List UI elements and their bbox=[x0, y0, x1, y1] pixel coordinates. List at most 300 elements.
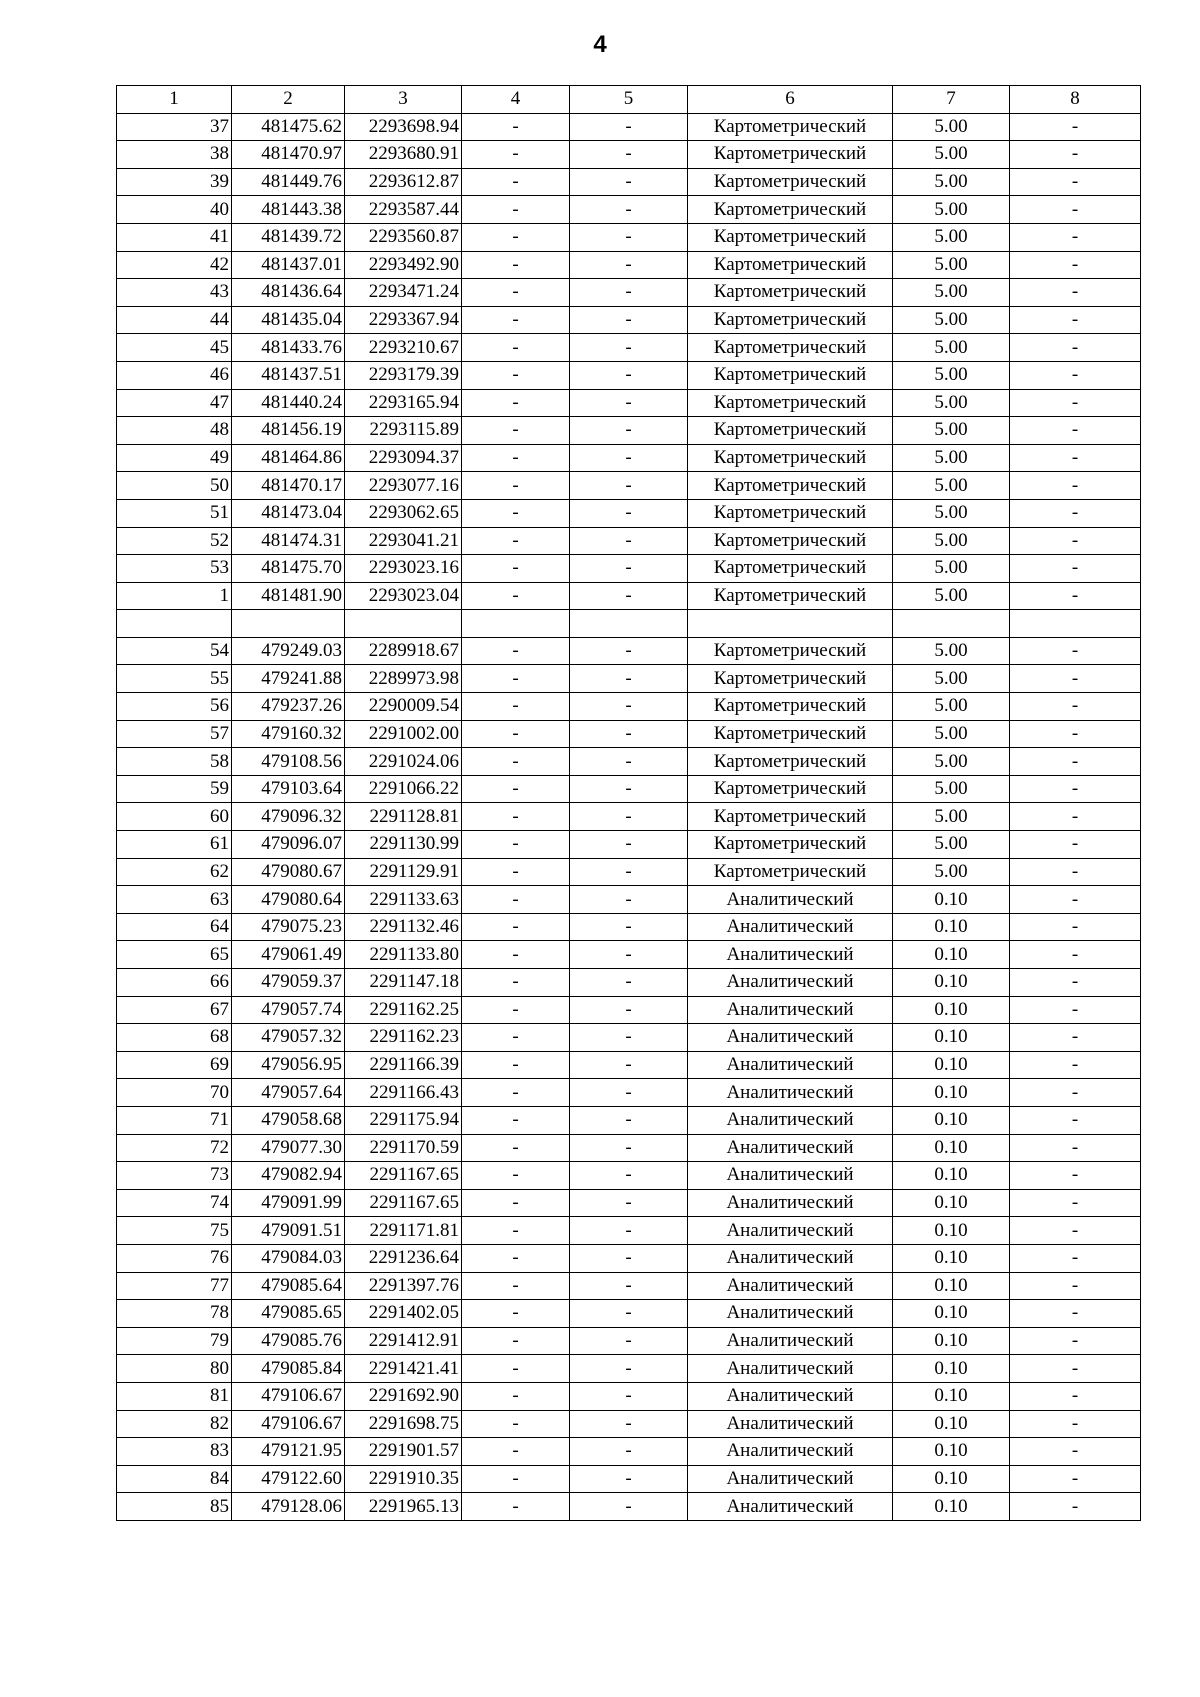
table-row bbox=[117, 1438, 1141, 1466]
table-row bbox=[117, 141, 1141, 169]
method-cell: Аналитический bbox=[688, 1024, 893, 1052]
col8-cell: - bbox=[1010, 1162, 1141, 1190]
table-row bbox=[117, 1327, 1141, 1355]
y-coordinate-cell: 2291692.90 bbox=[345, 1382, 462, 1410]
accuracy-cell: 5.00 bbox=[893, 582, 1010, 610]
method-cell: Аналитический bbox=[688, 1217, 893, 1245]
point-number-cell: 47 bbox=[117, 389, 232, 417]
y-coordinate-cell: 2291171.81 bbox=[345, 1217, 462, 1245]
col5-cell: - bbox=[570, 1079, 688, 1107]
col8-cell: - bbox=[1010, 803, 1141, 831]
table-row bbox=[117, 886, 1141, 914]
point-number-cell: 51 bbox=[117, 499, 232, 527]
col4-cell: - bbox=[462, 1465, 570, 1493]
col8-cell: - bbox=[1010, 251, 1141, 279]
accuracy-cell: 0.10 bbox=[893, 1244, 1010, 1272]
method-cell: Картометрический bbox=[688, 858, 893, 886]
col4-cell: - bbox=[462, 831, 570, 859]
col4-cell: - bbox=[462, 1300, 570, 1328]
method-cell: Картометрический bbox=[688, 637, 893, 665]
point-number-cell bbox=[117, 610, 232, 638]
accuracy-cell: 0.10 bbox=[893, 941, 1010, 969]
accuracy-cell: 5.00 bbox=[893, 720, 1010, 748]
col5-cell: - bbox=[570, 1162, 688, 1190]
col4-cell bbox=[462, 610, 570, 638]
y-coordinate-cell: 2293680.91 bbox=[345, 141, 462, 169]
table-row bbox=[117, 1410, 1141, 1438]
col4-cell: - bbox=[462, 748, 570, 776]
col4-cell: - bbox=[462, 1382, 570, 1410]
point-number-cell: 37 bbox=[117, 113, 232, 141]
x-coordinate-cell: 479121.95 bbox=[232, 1438, 345, 1466]
col4-cell: - bbox=[462, 1438, 570, 1466]
col5-cell: - bbox=[570, 1410, 688, 1438]
x-coordinate-cell: 479237.26 bbox=[232, 693, 345, 721]
col8-cell: - bbox=[1010, 361, 1141, 389]
accuracy-cell: 5.00 bbox=[893, 499, 1010, 527]
x-coordinate-cell: 479082.94 bbox=[232, 1162, 345, 1190]
col8-cell: - bbox=[1010, 1217, 1141, 1245]
accuracy-cell: 0.10 bbox=[893, 969, 1010, 997]
point-number-cell: 68 bbox=[117, 1024, 232, 1052]
point-number-cell: 71 bbox=[117, 1106, 232, 1134]
point-number-cell: 40 bbox=[117, 196, 232, 224]
table-row bbox=[117, 858, 1141, 886]
col5-cell: - bbox=[570, 361, 688, 389]
col5-cell: - bbox=[570, 279, 688, 307]
accuracy-cell: 0.10 bbox=[893, 1438, 1010, 1466]
method-cell: Картометрический bbox=[688, 499, 893, 527]
method-cell: Аналитический bbox=[688, 1300, 893, 1328]
method-cell: Картометрический bbox=[688, 334, 893, 362]
point-number-cell: 66 bbox=[117, 969, 232, 997]
y-coordinate-cell: 2291402.05 bbox=[345, 1300, 462, 1328]
accuracy-cell: 0.10 bbox=[893, 1382, 1010, 1410]
table-row bbox=[117, 1465, 1141, 1493]
col4-cell: - bbox=[462, 1272, 570, 1300]
table-header-row bbox=[117, 86, 1141, 114]
point-number-cell: 65 bbox=[117, 941, 232, 969]
method-cell: Аналитический bbox=[688, 1410, 893, 1438]
col8-cell: - bbox=[1010, 1106, 1141, 1134]
point-number-cell: 49 bbox=[117, 444, 232, 472]
col8-cell: - bbox=[1010, 775, 1141, 803]
x-coordinate-cell: 479128.06 bbox=[232, 1493, 345, 1521]
col5-cell: - bbox=[570, 1217, 688, 1245]
col4-cell: - bbox=[462, 1162, 570, 1190]
x-coordinate-cell: 479058.68 bbox=[232, 1106, 345, 1134]
table-row bbox=[117, 1106, 1141, 1134]
point-number-cell: 59 bbox=[117, 775, 232, 803]
table-row bbox=[117, 803, 1141, 831]
method-cell: Картометрический bbox=[688, 472, 893, 500]
point-number-cell: 62 bbox=[117, 858, 232, 886]
col8-cell: - bbox=[1010, 969, 1141, 997]
col5-cell: - bbox=[570, 1051, 688, 1079]
method-cell: Аналитический bbox=[688, 1465, 893, 1493]
y-coordinate-cell: 2291397.76 bbox=[345, 1272, 462, 1300]
table-row bbox=[117, 334, 1141, 362]
y-coordinate-cell: 2291167.65 bbox=[345, 1189, 462, 1217]
col4-cell: - bbox=[462, 1051, 570, 1079]
col4-cell: - bbox=[462, 665, 570, 693]
method-cell: Аналитический bbox=[688, 1051, 893, 1079]
x-coordinate-cell: 479241.88 bbox=[232, 665, 345, 693]
method-cell: Картометрический bbox=[688, 361, 893, 389]
x-coordinate-cell: 481470.17 bbox=[232, 472, 345, 500]
col8-cell: - bbox=[1010, 1244, 1141, 1272]
y-coordinate-cell: 2291910.35 bbox=[345, 1465, 462, 1493]
x-coordinate-cell: 479085.84 bbox=[232, 1355, 345, 1383]
table-body bbox=[117, 86, 1141, 1521]
accuracy-cell: 0.10 bbox=[893, 1024, 1010, 1052]
accuracy-cell: 5.00 bbox=[893, 803, 1010, 831]
col5-cell: - bbox=[570, 748, 688, 776]
y-coordinate-cell: 2291421.41 bbox=[345, 1355, 462, 1383]
col4-cell: - bbox=[462, 1189, 570, 1217]
y-coordinate-cell: 2293612.87 bbox=[345, 168, 462, 196]
col4-cell: - bbox=[462, 1355, 570, 1383]
col4-cell: - bbox=[462, 803, 570, 831]
col4-cell: - bbox=[462, 334, 570, 362]
col8-cell: - bbox=[1010, 113, 1141, 141]
point-number-cell: 82 bbox=[117, 1410, 232, 1438]
col4-cell: - bbox=[462, 1024, 570, 1052]
y-coordinate-cell: 2291132.46 bbox=[345, 913, 462, 941]
accuracy-cell: 0.10 bbox=[893, 1189, 1010, 1217]
accuracy-cell: 0.10 bbox=[893, 1079, 1010, 1107]
point-number-cell: 58 bbox=[117, 748, 232, 776]
x-coordinate-cell: 479249.03 bbox=[232, 637, 345, 665]
col8-cell: - bbox=[1010, 665, 1141, 693]
method-cell: Аналитический bbox=[688, 1438, 893, 1466]
col5-cell: - bbox=[570, 913, 688, 941]
table-row bbox=[117, 665, 1141, 693]
x-coordinate-cell: 479057.32 bbox=[232, 1024, 345, 1052]
col5-cell: - bbox=[570, 720, 688, 748]
col4-cell: - bbox=[462, 1079, 570, 1107]
col8-cell: - bbox=[1010, 141, 1141, 169]
col4-cell: - bbox=[462, 996, 570, 1024]
col8-cell: - bbox=[1010, 444, 1141, 472]
col8-cell: - bbox=[1010, 279, 1141, 307]
table-row bbox=[117, 610, 1141, 638]
table-row bbox=[117, 1272, 1141, 1300]
col8-cell: - bbox=[1010, 389, 1141, 417]
accuracy-cell: 5.00 bbox=[893, 389, 1010, 417]
x-coordinate-cell: 479057.74 bbox=[232, 996, 345, 1024]
col8-cell: - bbox=[1010, 1051, 1141, 1079]
x-coordinate-cell: 481436.64 bbox=[232, 279, 345, 307]
coordinates-table bbox=[116, 85, 1141, 1521]
table-row bbox=[117, 361, 1141, 389]
col4-cell: - bbox=[462, 1244, 570, 1272]
table-row bbox=[117, 168, 1141, 196]
x-coordinate-cell: 479061.49 bbox=[232, 941, 345, 969]
x-coordinate-cell: 481481.90 bbox=[232, 582, 345, 610]
column-header: 3 bbox=[345, 86, 462, 114]
y-coordinate-cell: 2291129.91 bbox=[345, 858, 462, 886]
accuracy-cell: 0.10 bbox=[893, 1217, 1010, 1245]
point-number-cell: 78 bbox=[117, 1300, 232, 1328]
accuracy-cell: 5.00 bbox=[893, 223, 1010, 251]
col4-cell: - bbox=[462, 913, 570, 941]
col5-cell: - bbox=[570, 775, 688, 803]
col8-cell: - bbox=[1010, 472, 1141, 500]
col4-cell: - bbox=[462, 720, 570, 748]
point-number-cell: 63 bbox=[117, 886, 232, 914]
table-row bbox=[117, 223, 1141, 251]
y-coordinate-cell: 2291147.18 bbox=[345, 969, 462, 997]
page-number: 4 bbox=[593, 31, 607, 58]
x-coordinate-cell: 479077.30 bbox=[232, 1134, 345, 1162]
accuracy-cell: 5.00 bbox=[893, 141, 1010, 169]
point-number-cell: 52 bbox=[117, 527, 232, 555]
y-coordinate-cell: 2291965.13 bbox=[345, 1493, 462, 1521]
table-row bbox=[117, 748, 1141, 776]
accuracy-cell: 5.00 bbox=[893, 637, 1010, 665]
point-number-cell: 38 bbox=[117, 141, 232, 169]
point-number-cell: 67 bbox=[117, 996, 232, 1024]
col8-cell: - bbox=[1010, 1438, 1141, 1466]
col8-cell: - bbox=[1010, 417, 1141, 445]
point-number-cell: 41 bbox=[117, 223, 232, 251]
point-number-cell: 44 bbox=[117, 306, 232, 334]
y-coordinate-cell: 2290009.54 bbox=[345, 693, 462, 721]
x-coordinate-cell: 479084.03 bbox=[232, 1244, 345, 1272]
col8-cell: - bbox=[1010, 306, 1141, 334]
x-coordinate-cell: 479075.23 bbox=[232, 913, 345, 941]
col4-cell: - bbox=[462, 527, 570, 555]
col4-cell: - bbox=[462, 499, 570, 527]
x-coordinate-cell: 479106.67 bbox=[232, 1382, 345, 1410]
col4-cell: - bbox=[462, 969, 570, 997]
y-coordinate-cell: 2293210.67 bbox=[345, 334, 462, 362]
col5-cell: - bbox=[570, 527, 688, 555]
x-coordinate-cell: 479091.51 bbox=[232, 1217, 345, 1245]
column-header: 2 bbox=[232, 86, 345, 114]
method-cell: Аналитический bbox=[688, 1244, 893, 1272]
table-row bbox=[117, 1189, 1141, 1217]
method-cell: Картометрический bbox=[688, 693, 893, 721]
point-number-cell: 50 bbox=[117, 472, 232, 500]
y-coordinate-cell: 2293041.21 bbox=[345, 527, 462, 555]
accuracy-cell: 0.10 bbox=[893, 1410, 1010, 1438]
method-cell: Картометрический bbox=[688, 665, 893, 693]
y-coordinate-cell: 2293492.90 bbox=[345, 251, 462, 279]
x-coordinate-cell: 479091.99 bbox=[232, 1189, 345, 1217]
x-coordinate-cell: 479085.64 bbox=[232, 1272, 345, 1300]
y-coordinate-cell: 2291162.23 bbox=[345, 1024, 462, 1052]
col4-cell: - bbox=[462, 1106, 570, 1134]
point-number-cell: 73 bbox=[117, 1162, 232, 1190]
point-number-cell: 80 bbox=[117, 1355, 232, 1383]
accuracy-cell: 0.10 bbox=[893, 1134, 1010, 1162]
table-row bbox=[117, 941, 1141, 969]
col8-cell: - bbox=[1010, 168, 1141, 196]
y-coordinate-cell: 2293077.16 bbox=[345, 472, 462, 500]
x-coordinate-cell: 479106.67 bbox=[232, 1410, 345, 1438]
col5-cell: - bbox=[570, 886, 688, 914]
col4-cell: - bbox=[462, 444, 570, 472]
table-row bbox=[117, 389, 1141, 417]
table-row bbox=[117, 1244, 1141, 1272]
col5-cell: - bbox=[570, 1493, 688, 1521]
point-number-cell: 75 bbox=[117, 1217, 232, 1245]
x-coordinate-cell: 481439.72 bbox=[232, 223, 345, 251]
col8-cell: - bbox=[1010, 334, 1141, 362]
method-cell: Картометрический bbox=[688, 251, 893, 279]
x-coordinate-cell: 481435.04 bbox=[232, 306, 345, 334]
point-number-cell: 64 bbox=[117, 913, 232, 941]
col8-cell: - bbox=[1010, 1493, 1141, 1521]
table-row bbox=[117, 1382, 1141, 1410]
point-number-cell: 74 bbox=[117, 1189, 232, 1217]
col4-cell: - bbox=[462, 775, 570, 803]
y-coordinate-cell: 2293367.94 bbox=[345, 306, 462, 334]
method-cell: Картометрический bbox=[688, 555, 893, 583]
column-header: 4 bbox=[462, 86, 570, 114]
accuracy-cell: 5.00 bbox=[893, 306, 1010, 334]
point-number-cell: 77 bbox=[117, 1272, 232, 1300]
col4-cell: - bbox=[462, 637, 570, 665]
col8-cell: - bbox=[1010, 196, 1141, 224]
col8-cell: - bbox=[1010, 720, 1141, 748]
col4-cell: - bbox=[462, 306, 570, 334]
col5-cell: - bbox=[570, 1106, 688, 1134]
point-number-cell: 61 bbox=[117, 831, 232, 859]
accuracy-cell: 0.10 bbox=[893, 913, 1010, 941]
method-cell: Аналитический bbox=[688, 996, 893, 1024]
table-row bbox=[117, 1217, 1141, 1245]
table-row bbox=[117, 831, 1141, 859]
col5-cell: - bbox=[570, 1438, 688, 1466]
accuracy-cell: 0.10 bbox=[893, 886, 1010, 914]
method-cell: Аналитический bbox=[688, 1106, 893, 1134]
table-row bbox=[117, 582, 1141, 610]
accuracy-cell bbox=[893, 610, 1010, 638]
point-number-cell: 76 bbox=[117, 1244, 232, 1272]
x-coordinate-cell: 481437.51 bbox=[232, 361, 345, 389]
col4-cell: - bbox=[462, 389, 570, 417]
col8-cell: - bbox=[1010, 913, 1141, 941]
method-cell: Картометрический bbox=[688, 775, 893, 803]
table-row bbox=[117, 969, 1141, 997]
col5-cell: - bbox=[570, 1272, 688, 1300]
column-header: 6 bbox=[688, 86, 893, 114]
accuracy-cell: 0.10 bbox=[893, 1300, 1010, 1328]
accuracy-cell: 5.00 bbox=[893, 417, 1010, 445]
accuracy-cell: 5.00 bbox=[893, 334, 1010, 362]
col5-cell bbox=[570, 610, 688, 638]
table-row bbox=[117, 1079, 1141, 1107]
y-coordinate-cell: 2291024.06 bbox=[345, 748, 462, 776]
y-coordinate-cell: 2291066.22 bbox=[345, 775, 462, 803]
point-number-cell: 84 bbox=[117, 1465, 232, 1493]
point-number-cell: 69 bbox=[117, 1051, 232, 1079]
col5-cell: - bbox=[570, 1355, 688, 1383]
col8-cell: - bbox=[1010, 1465, 1141, 1493]
x-coordinate-cell: 479096.32 bbox=[232, 803, 345, 831]
point-number-cell: 48 bbox=[117, 417, 232, 445]
col4-cell: - bbox=[462, 223, 570, 251]
col8-cell: - bbox=[1010, 1272, 1141, 1300]
accuracy-cell: 5.00 bbox=[893, 858, 1010, 886]
x-coordinate-cell: 481456.19 bbox=[232, 417, 345, 445]
y-coordinate-cell: 2293023.04 bbox=[345, 582, 462, 610]
col4-cell: - bbox=[462, 196, 570, 224]
method-cell bbox=[688, 610, 893, 638]
col5-cell: - bbox=[570, 555, 688, 583]
x-coordinate-cell: 481437.01 bbox=[232, 251, 345, 279]
col8-cell: - bbox=[1010, 941, 1141, 969]
point-number-cell: 53 bbox=[117, 555, 232, 583]
x-coordinate-cell: 479080.64 bbox=[232, 886, 345, 914]
y-coordinate-cell: 2291162.25 bbox=[345, 996, 462, 1024]
x-coordinate-cell: 479108.56 bbox=[232, 748, 345, 776]
x-coordinate-cell: 481443.38 bbox=[232, 196, 345, 224]
col5-cell: - bbox=[570, 941, 688, 969]
col5-cell: - bbox=[570, 637, 688, 665]
col8-cell: - bbox=[1010, 582, 1141, 610]
method-cell: Картометрический bbox=[688, 168, 893, 196]
table-row bbox=[117, 1024, 1141, 1052]
column-header: 5 bbox=[570, 86, 688, 114]
point-number-cell: 46 bbox=[117, 361, 232, 389]
col5-cell: - bbox=[570, 1327, 688, 1355]
col4-cell: - bbox=[462, 555, 570, 583]
col4-cell: - bbox=[462, 417, 570, 445]
y-coordinate-cell: 2291166.43 bbox=[345, 1079, 462, 1107]
y-coordinate-cell: 2291175.94 bbox=[345, 1106, 462, 1134]
x-coordinate-cell: 481464.86 bbox=[232, 444, 345, 472]
table-row bbox=[117, 637, 1141, 665]
y-coordinate-cell: 2291128.81 bbox=[345, 803, 462, 831]
y-coordinate-cell: 2291236.64 bbox=[345, 1244, 462, 1272]
method-cell: Аналитический bbox=[688, 1189, 893, 1217]
col8-cell: - bbox=[1010, 527, 1141, 555]
x-coordinate-cell: 479059.37 bbox=[232, 969, 345, 997]
method-cell: Картометрический bbox=[688, 582, 893, 610]
method-cell: Картометрический bbox=[688, 223, 893, 251]
x-coordinate-cell: 479057.64 bbox=[232, 1079, 345, 1107]
col8-cell: - bbox=[1010, 1079, 1141, 1107]
table-row bbox=[117, 499, 1141, 527]
x-coordinate-cell: 481470.97 bbox=[232, 141, 345, 169]
method-cell: Картометрический bbox=[688, 306, 893, 334]
table-row bbox=[117, 775, 1141, 803]
point-number-cell: 55 bbox=[117, 665, 232, 693]
col5-cell: - bbox=[570, 1024, 688, 1052]
table-row bbox=[117, 472, 1141, 500]
col8-cell: - bbox=[1010, 223, 1141, 251]
accuracy-cell: 5.00 bbox=[893, 279, 1010, 307]
table-row bbox=[117, 1300, 1141, 1328]
col4-cell: - bbox=[462, 472, 570, 500]
col5-cell: - bbox=[570, 969, 688, 997]
col8-cell: - bbox=[1010, 637, 1141, 665]
col5-cell: - bbox=[570, 803, 688, 831]
accuracy-cell: 0.10 bbox=[893, 1355, 1010, 1383]
method-cell: Аналитический bbox=[688, 1079, 893, 1107]
method-cell: Картометрический bbox=[688, 389, 893, 417]
accuracy-cell: 0.10 bbox=[893, 1465, 1010, 1493]
col8-cell: - bbox=[1010, 693, 1141, 721]
y-coordinate-cell: 2293023.16 bbox=[345, 555, 462, 583]
col8-cell: - bbox=[1010, 1134, 1141, 1162]
table-row bbox=[117, 417, 1141, 445]
x-coordinate-cell: 479085.65 bbox=[232, 1300, 345, 1328]
